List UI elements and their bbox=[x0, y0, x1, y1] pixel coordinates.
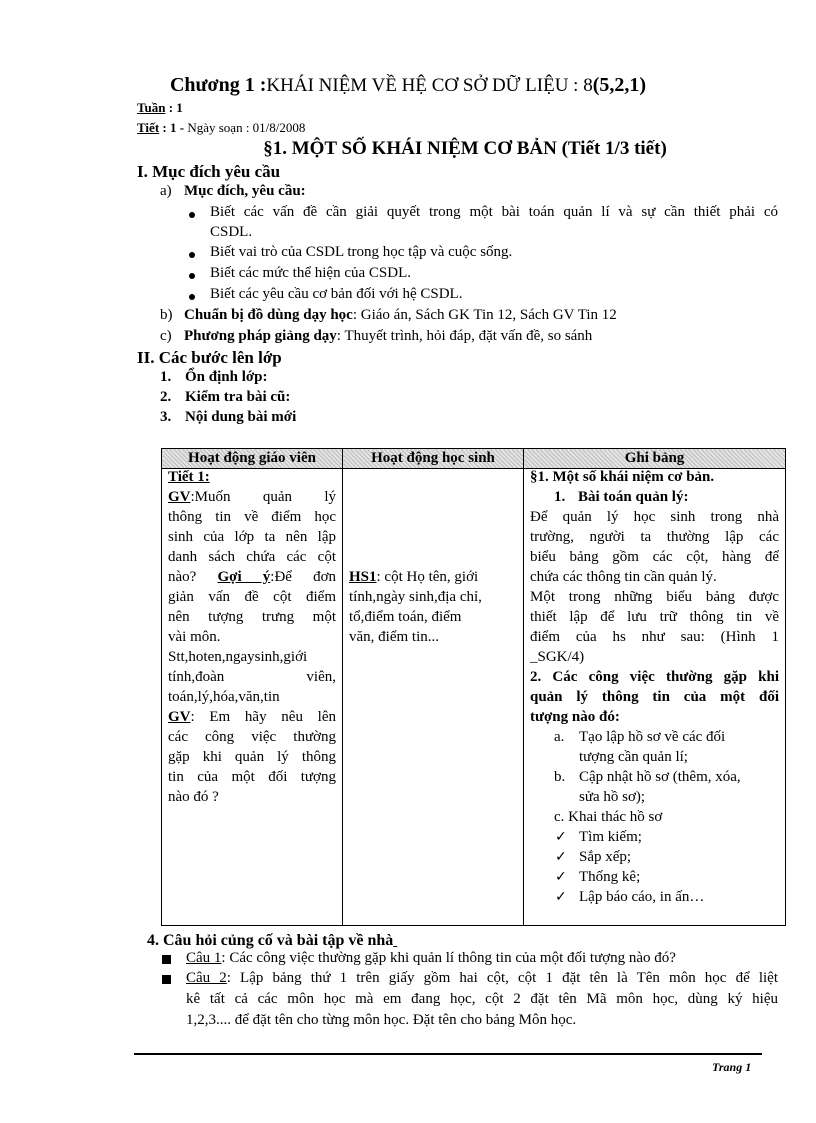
teacher-line: vài môn. bbox=[168, 629, 221, 645]
section1-b bbox=[160, 307, 617, 324]
chapter-periods: (5,2,1) bbox=[592, 74, 647, 96]
student-line: tổ,điểm toán, điểm bbox=[349, 609, 462, 625]
table-header-row bbox=[162, 449, 786, 469]
teacher-line: thông tin về điểm học bbox=[168, 509, 336, 525]
board-line: tượng nào đó: bbox=[530, 709, 620, 725]
teacher-line: nào? Gợi ý:Để đơn bbox=[168, 569, 336, 585]
teacher-line: GV: Em hãy nêu lên bbox=[168, 709, 336, 725]
student-line: văn, điểm tin... bbox=[349, 629, 439, 645]
board-cell bbox=[524, 469, 786, 926]
week-label: Tuần bbox=[137, 100, 166, 115]
check-icon: ✓ bbox=[555, 869, 567, 885]
board-line: trường, người ta thường lập các bbox=[530, 529, 779, 545]
lesson-line bbox=[137, 120, 305, 136]
check-icon: ✓ bbox=[555, 829, 567, 845]
check-icon: ✓ bbox=[555, 849, 567, 865]
week-value: : 1 bbox=[168, 100, 183, 115]
square-bullet-icon bbox=[162, 975, 171, 984]
board-sub-line: Tạo lập hồ sơ về các đối bbox=[579, 729, 726, 745]
student-line: HS1: cột Họ tên, giới bbox=[349, 569, 479, 585]
c-text: : Thuyết trình, hỏi đáp, đặt vấn đề, so sánh bbox=[336, 328, 593, 344]
step-number: 3. bbox=[160, 409, 172, 425]
teacher-line: danh sách chứa các cột bbox=[168, 549, 336, 565]
teacher-line: giản vấn đề cột điểm bbox=[168, 589, 336, 605]
c-marker: c) bbox=[160, 328, 172, 344]
step-number: 2. bbox=[160, 389, 172, 405]
section2-heading: II. Các bước lên lớp bbox=[137, 348, 282, 367]
board-line: thiết lập để lưu trữ thông tin về bbox=[530, 609, 779, 625]
objective-item: Biết các vấn đề cần giải quyết trong một bài toán quản lí và sự cần thiết phải có bbox=[210, 204, 778, 220]
bullet-icon bbox=[189, 273, 195, 279]
teacher-line: tin của một đối tượng bbox=[168, 769, 336, 785]
teacher-line: nào đó ? bbox=[168, 789, 219, 805]
teacher-line: Stt,hoten,ngaysinh,giới bbox=[168, 649, 308, 665]
board-line: 2. Các công việc thường gặp khi bbox=[530, 669, 779, 685]
teacher-line: tính,đoàn viên, bbox=[168, 669, 336, 685]
teacher-line: sinh của lớp ta nên lập bbox=[168, 529, 336, 545]
student-cell bbox=[343, 469, 524, 926]
board-check: ✓ Thống kê; bbox=[555, 869, 641, 885]
board-check: ✓ Sắp xếp; bbox=[555, 849, 632, 865]
page-number: Trang 1 bbox=[712, 1060, 752, 1074]
board-line: Một trong những biểu bảng được bbox=[530, 589, 779, 605]
board-line: chứa các thông tin cần quản lý. bbox=[530, 569, 717, 585]
student-line: tính,ngày sinh,địa chỉ, bbox=[349, 589, 482, 605]
teacher-cell bbox=[162, 469, 343, 926]
question-1 bbox=[186, 950, 676, 967]
header-board: Ghi bảng bbox=[524, 449, 786, 469]
board-line: điểm của hs như sau: (Hình 1 bbox=[530, 629, 779, 645]
q2-label: Câu 2 bbox=[186, 970, 227, 986]
lesson-table bbox=[161, 448, 786, 926]
question-2-line: 1,2,3.... để đặt tên cho từng môn học. Đặt tên cho bảng Môn học. bbox=[186, 1012, 577, 1028]
lesson-label: Tiết bbox=[137, 120, 160, 135]
c-label: Phương pháp giảng dạy bbox=[184, 328, 337, 344]
section1-heading: I. Mục đích yêu cầu bbox=[137, 162, 281, 181]
lesson-value: : 1 - bbox=[162, 120, 185, 135]
bullet-icon bbox=[189, 294, 195, 300]
b-marker: b) bbox=[160, 307, 173, 323]
q2-text: : Lập bảng thứ 1 trên giấy gồm hai cột, cột 1 đặt tên là Tên môn học để liệt bbox=[226, 970, 778, 986]
step-label: Kiểm tra bài cũ: bbox=[185, 389, 291, 405]
tiet-label: Tiết 1: bbox=[168, 469, 210, 485]
step-label: Ổn định lớp: bbox=[185, 369, 268, 385]
square-bullet-icon bbox=[162, 955, 171, 964]
footer-rule bbox=[134, 1053, 762, 1055]
board-sub-a: a. bbox=[554, 729, 565, 745]
board-sub-line: sửa hồ sơ); bbox=[579, 789, 646, 805]
b-text: : Giáo án, Sách GK Tin 12, Sách GV Tin 12 bbox=[352, 307, 617, 323]
question-2-line: kê tất cả các môn học mà em đang học, cột 2 đặt tên Mã môn học, dùng ký hiệu bbox=[186, 991, 778, 1007]
board-sub-b: b. bbox=[554, 769, 566, 785]
bullet-icon bbox=[189, 212, 195, 218]
q1-label: Câu 1 bbox=[186, 950, 222, 966]
board-sub-c: c. Khai thác hồ sơ bbox=[554, 809, 663, 825]
chapter-prefix: Chương 1 : bbox=[169, 74, 267, 96]
objective-item: Biết các mức thể hiện của CSDL. bbox=[210, 265, 411, 281]
week-line bbox=[137, 100, 183, 116]
objective-item: Biết vai trò của CSDL trong học tập và cuộc sống. bbox=[210, 244, 513, 260]
teacher-line: GV:Muốn quản lý bbox=[168, 489, 336, 505]
objective-item: Biết các yêu cầu cơ bản đối với hệ CSDL. bbox=[210, 286, 463, 302]
section1-c bbox=[160, 328, 593, 345]
check-icon: ✓ bbox=[555, 889, 567, 905]
prep-date: Ngày soạn : 01/8/2008 bbox=[187, 120, 306, 135]
board-sub-line: tượng cần quản lí; bbox=[579, 749, 688, 765]
teacher-line: toán,lý,hóa,văn,tin bbox=[168, 689, 280, 705]
section1-a bbox=[160, 183, 306, 200]
header-student: Hoạt động học sinh bbox=[343, 449, 524, 469]
teacher-line: các công việc thường bbox=[168, 729, 336, 745]
board-sub-line: Cập nhật hồ sơ (thêm, xóa, bbox=[579, 769, 741, 785]
board-heading: §1. Một số khái niệm cơ bản. bbox=[530, 469, 715, 485]
board-line: quản lý thông tin của một đối bbox=[530, 689, 779, 705]
chapter-title bbox=[0, 74, 816, 97]
q1-text: : Các công việc thường gặp khi quản lí thông tin của một đối tượng nào đó? bbox=[221, 950, 676, 966]
board-line: _SGK/4) bbox=[530, 649, 585, 665]
a-marker: a) bbox=[160, 183, 172, 199]
board-line: biểu bảng gồm các cột, hàng để bbox=[530, 549, 779, 565]
objective-item-cont: CSDL. bbox=[210, 224, 253, 240]
section4-heading: 4. Câu hỏi củng cố và bài tập về nhà bbox=[147, 932, 394, 949]
board-line: Để quản lý học sinh trong nhà bbox=[530, 509, 779, 525]
step-label: Nội dung bài mới bbox=[185, 409, 297, 425]
board-item-1: 1. Bài toán quản lý: bbox=[554, 489, 689, 505]
table-row bbox=[162, 469, 786, 926]
teacher-line: nên tượng trưng một bbox=[168, 609, 336, 625]
board-check: ✓ Lập báo cáo, in ấn… bbox=[555, 889, 705, 905]
bullet-icon bbox=[189, 252, 195, 258]
board-check: ✓ Tìm kiếm; bbox=[555, 829, 642, 845]
header-teacher: Hoạt động giáo viên bbox=[162, 449, 343, 469]
step-number: 1. bbox=[160, 369, 172, 385]
b-label: Chuẩn bị đồ dùng dạy học bbox=[184, 307, 353, 323]
teacher-line: gặp khi quản lý thông bbox=[168, 749, 336, 765]
a-label: Mục đích, yêu cầu: bbox=[184, 183, 306, 199]
question-2 bbox=[186, 970, 778, 990]
chapter-name: KHÁI NIỆM VỀ HỆ CƠ SỞ DỮ LIỆU : 8 bbox=[266, 75, 593, 96]
lesson-title: §1. MỘT SỐ KHÁI NIỆM CƠ BẢN (Tiết 1/3 tiết) bbox=[263, 138, 667, 159]
